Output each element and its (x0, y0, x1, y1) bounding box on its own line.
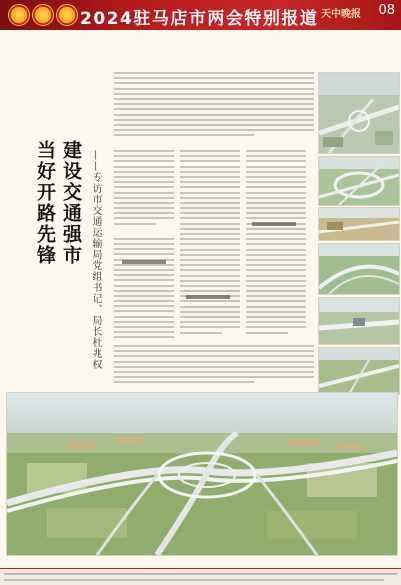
banner-title: 2024驻马店市两会特别报道 (80, 9, 319, 29)
page-banner (0, 0, 401, 30)
section-heading-2 (186, 295, 230, 299)
cppcc-emblem-icon (56, 4, 78, 26)
page-number: 08 (378, 3, 395, 18)
page-footer (0, 568, 401, 585)
photo-road-village (318, 207, 400, 241)
party-emblem-icon (32, 4, 54, 26)
newspaper-name: 天中晚报 (321, 9, 361, 20)
lead-paragraph (114, 72, 314, 142)
article-subheadline: ——专访市交通运输局党组书记、局长杜兆权 (90, 150, 101, 370)
article-headline-part2: 建设交通强市 (60, 140, 82, 266)
section-heading-1 (122, 260, 166, 264)
national-emblem-icon (8, 4, 30, 26)
photo-highway-toll (318, 297, 400, 345)
section-heading-3 (252, 222, 296, 226)
photo-interchange (318, 156, 400, 206)
body-column-4 (114, 345, 314, 385)
body-column-3 (246, 150, 306, 340)
photo-large-aerial-interchange (6, 392, 398, 556)
photo-crossing (318, 347, 400, 395)
article-headline-part1: 当好开路先锋 (34, 140, 56, 266)
photo-expressway-curve (318, 243, 400, 295)
photo-highway-aerial-1 (318, 72, 400, 154)
body-column-2 (180, 150, 240, 340)
body-column-1 (114, 150, 174, 340)
